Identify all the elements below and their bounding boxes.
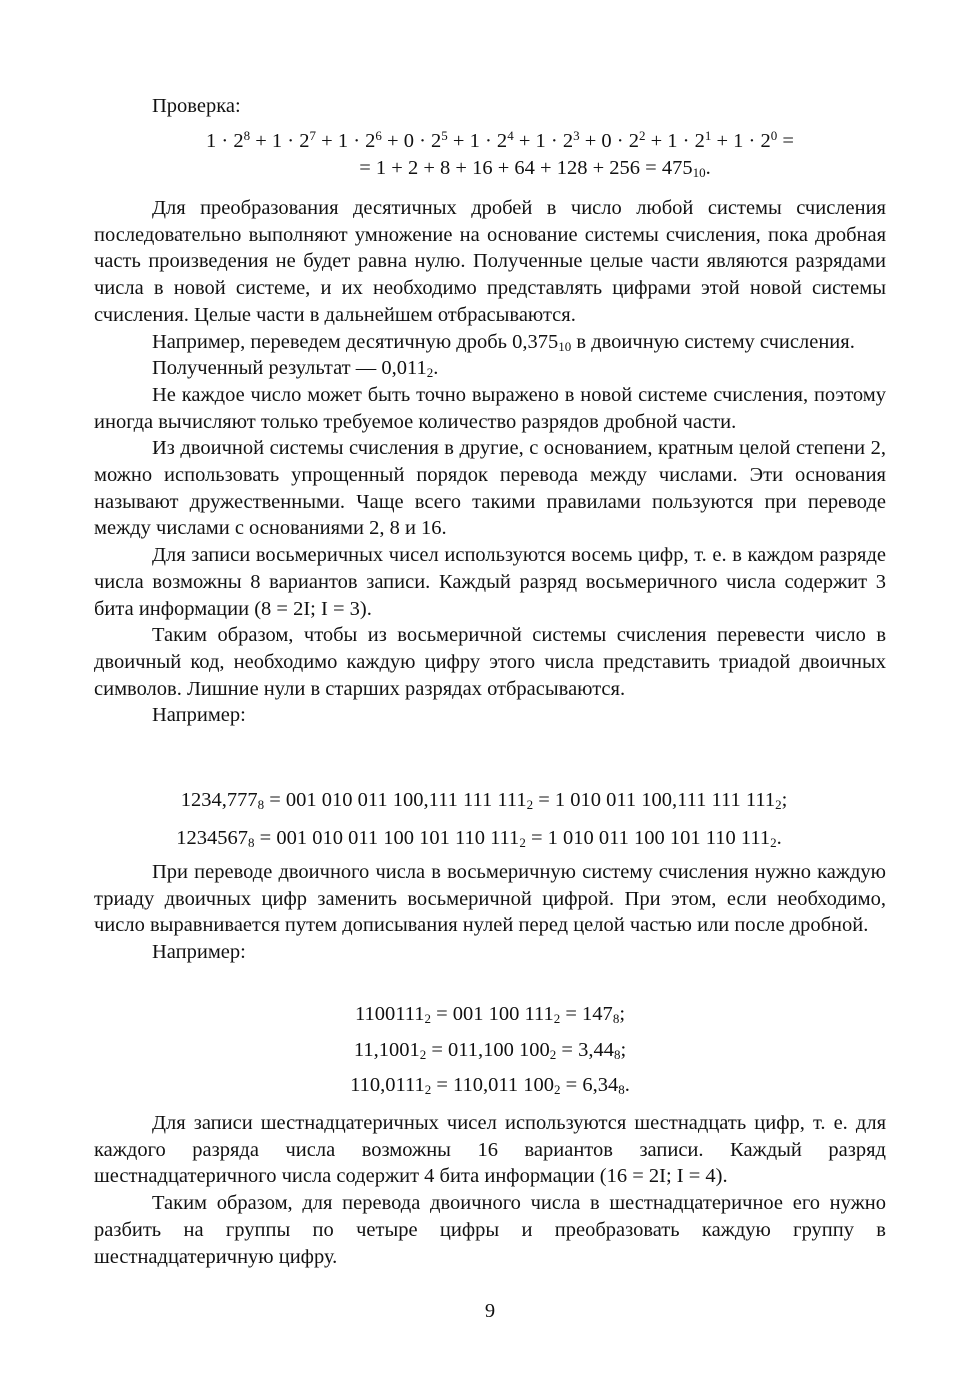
binary-example-row: $11,1001_2 = 011,100$ $100_2 = 3,44_8$;: [353, 1038, 627, 1062]
paragraph-friendly-bases: Из двоичной системы счисления в другие, с основанием, кратным целой степени 2, можно использовать упрощенный порядок перевода между числами. Эти основания называют дружественными. Чаще всего такими правилами пользуются при переводе между числами с основаниями 2, 8 и 16.: [94, 437, 886, 540]
result-text: Полученный результат — 0,011: [152, 357, 427, 380]
hex-section: [94, 1110, 886, 1270]
example-fraction-base: 10: [558, 338, 572, 354]
check-formula-line-2: = $1 + 2 + 8 + 16 + 64 + 128 + 256 = 475_{10}$.: [359, 156, 711, 180]
octal-examples: [94, 787, 886, 851]
check-formula-line-1: $1 \cdot 2^8 + 1 \cdot 2^7 + 1 \cdot 2^6 + 0 \cdot 2^5 + 1 \cdot 2^4 + 1 \cdot 2^3 + 0 \cdot 2^2 + 1 \cdot 2^1 + 1 \cdot 2^0$ =: [206, 128, 794, 152]
paragraph-not-every: Не каждое число может быть точно выражено в новой системе счисления, поэтому иногда вычисляют только требуемое количество разрядов дробной части.: [94, 383, 886, 433]
paragraph-result: [94, 355, 886, 382]
main-text: [94, 195, 886, 729]
paragraph-fractions: Для преобразования десятичных дробей в число любой системы счисления последовательно выполняют умножение на основание системы счисления, пока дробная часть произведения не будет равна нулю. Полученные целые части являются разрядами числа в новой системе, и их необходимо представлять цифрами этой новой системы счисления. Целые части в дальнейшем отбрасываются.: [94, 197, 886, 326]
binary-example-row: $1100111_2 = 001$ 100 $111_2 = 147_8$;: [354, 1003, 626, 1026]
check-label: Проверка:: [152, 95, 241, 117]
result-tail: .: [433, 357, 439, 380]
binary-examples: [94, 1001, 886, 1099]
check-section: [94, 93, 886, 120]
check-formula: [94, 128, 886, 181]
example-label-2: Например:: [152, 941, 246, 964]
paragraph-hex-convert: Таким образом, для перевода двоичного числа в шестнадцатеричное его нужно разбить на группы по четыре цифры и преобразовать каждую группу в шестнадцатеричную цифру.: [94, 1192, 886, 1268]
paragraph-example-fraction: [94, 329, 886, 356]
example-label-1: Например:: [152, 704, 246, 727]
paragraph-octal: Для записи восьмеричных чисел используются восемь цифр, т. е. в каждом разряде числа возможны 8 вариантов записи. Каждый разряд восьмеричного числа содержит 3 бита информации (8 = 2I; I = 3).: [94, 544, 886, 620]
example-fraction-text: Например, переведем десятичную дробь 0,375: [152, 330, 559, 353]
octal-example-row: $1234567_8 = 001$ 010 011 100 101 110 $111_2 = 1$ 010 011 100 101 110 $111_2$.: [176, 826, 782, 850]
paragraph-hex: Для записи шестнадцатеричных чисел используются шестнадцать цифр, т. е. для каждого разряда числа возможны 16 вариантов записи. Каждый разряд шестнадцатеричного числа содержит 4 бита информации (16 = 2I; I = 4).: [94, 1112, 886, 1188]
page-number: 9: [484, 1300, 496, 1322]
example-fraction-tail: в двоичную систему счисления.: [571, 330, 855, 353]
binary-example-row: $110,0111_2 = 110,011$ $100_2 = 6,34_8$.: [350, 1074, 630, 1098]
paragraph-bin-to-oct: При переводе двоичного числа в восьмеричную систему счисления нужно каждую триаду двоичных цифр заменить восьмеричной цифрой. При этом, если необходимо, число выравнивается путем дописывания нулей перед целой частью или после дробной.: [94, 861, 886, 937]
paragraph-triads: Таким образом, чтобы из восьмеричной системы счисления перевести число в двоичный код, необходимо каждую цифру этого числа представить триадой двоичных символов. Лишние нули в старших разрядах отбрасываются.: [94, 624, 886, 700]
octal-example-row: $1234,777_8 = 001$ 010 011 100,111 111 $111_2 = 1$ 010 011 100,111 111 $111_2$;: [180, 789, 788, 812]
result-base: 2: [426, 365, 434, 381]
bin-to-oct-section: [94, 859, 886, 966]
